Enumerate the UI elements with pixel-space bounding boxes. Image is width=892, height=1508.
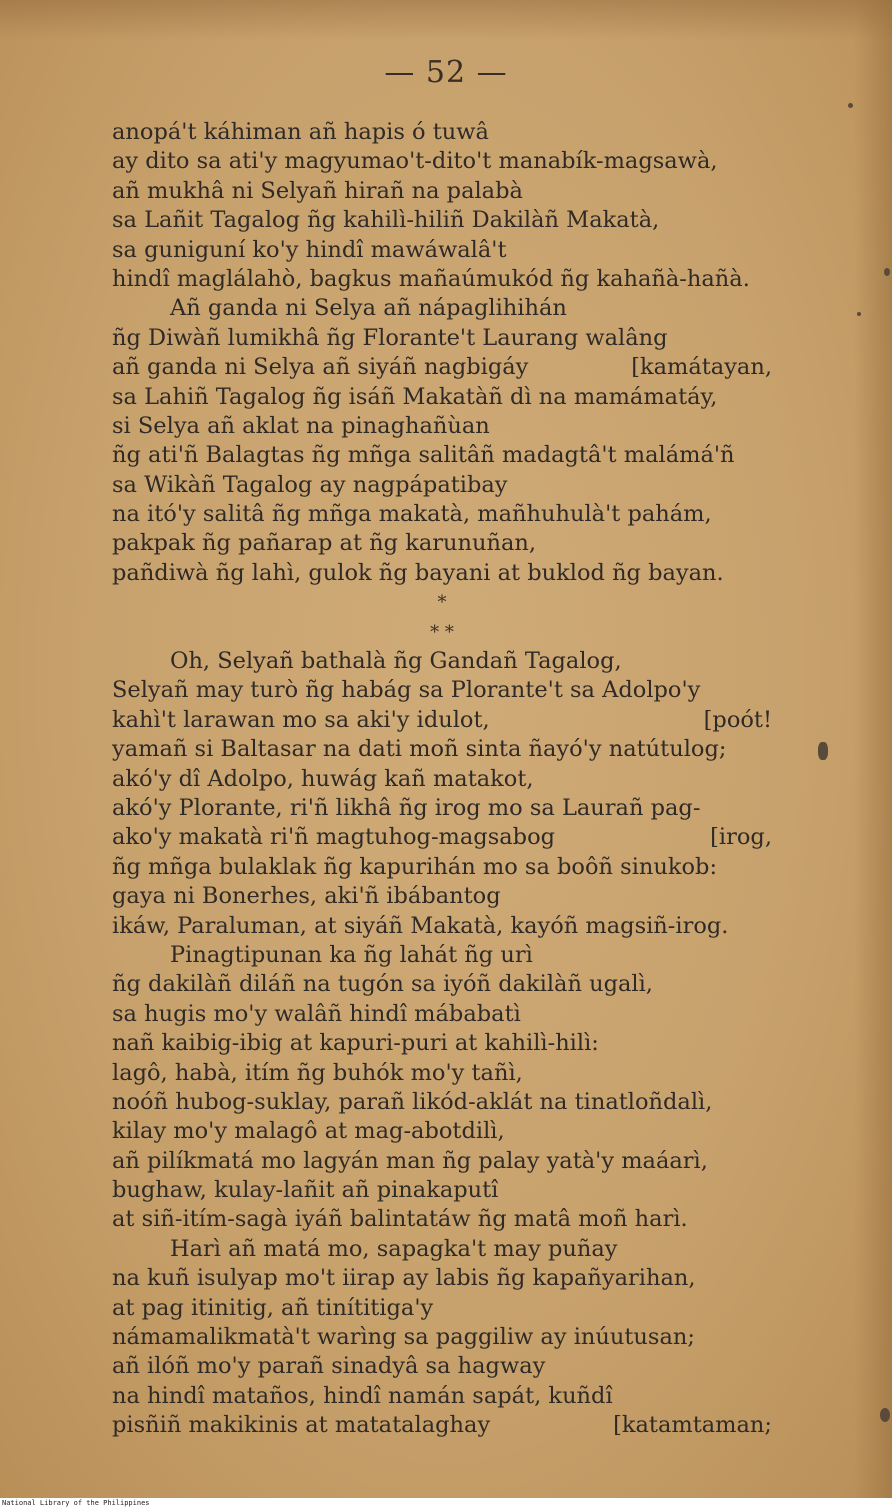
text-line <box>112 383 772 412</box>
text-line <box>112 853 772 882</box>
text-line <box>112 353 772 382</box>
line-text: añ mukhâ ni Selyañ hirañ na palabà <box>112 177 523 204</box>
page-top-shadow <box>0 0 892 40</box>
text-line <box>112 1352 772 1381</box>
text-line <box>112 1176 772 1205</box>
line-text: anopá't káhiman añ hapis ó tuwâ <box>112 119 489 145</box>
line-text: Harì añ matá mo, sapagka't may puñay <box>170 1235 618 1262</box>
library-footer: National Library of the Philippines <box>0 1498 892 1508</box>
line-text: pañdiwà ñg lahì, gulok ñg bayani at buklod ñg bayan. <box>112 559 724 586</box>
line-text: at siñ-itím-sagà iyáñ balintatáw ñg matâ moñ harì. <box>112 1206 688 1233</box>
line-text: noóñ hubog-suklay, parañ likód-aklát na tinatloñdalì, <box>112 1088 713 1115</box>
text-line <box>112 1235 772 1264</box>
text-line <box>112 1059 772 1088</box>
line-text: ñg Diwàñ lumikhâ ñg Florante't Laurang walâng <box>112 324 668 351</box>
text-line <box>112 1088 772 1117</box>
line-text: Añ ganda ni Selya añ nápaglihihán <box>170 295 567 322</box>
line-text: na itó'y salitâ ñg mñga makatà, mañhuhulà't pahám, <box>112 501 712 528</box>
line-text: akó'y Plorante, ri'ñ likhâ ñg irog mo sa Laurañ pag- <box>112 794 701 821</box>
line-text: pakpak ñg pañarap at ñg karunuñan, <box>112 530 537 557</box>
line-text: at pag itinitig, añ tinítitiga'y <box>112 1294 434 1321</box>
text-line <box>112 1382 772 1411</box>
text-line <box>112 118 772 147</box>
text-line <box>112 500 772 529</box>
text-line <box>112 735 772 764</box>
text-line <box>112 941 772 970</box>
line-text: na hindî mataños, hindî namán sapát, kuñdî <box>112 1382 613 1409</box>
text-line <box>112 1323 772 1352</box>
line-text: añ pilíkmatá mo lagyán man ñg palay yatà'y maáarì, <box>112 1147 708 1174</box>
line-text: námamalikmatà't warìng sa paggiliw ay inúutusan; <box>112 1324 695 1351</box>
line-text: si Selya añ aklat na pinaghañùan <box>112 412 490 439</box>
text-line <box>112 206 772 235</box>
text-line <box>112 1264 772 1293</box>
line-text: ay dito sa ati'y magyumao't-dito't manabík-magsawà, <box>112 148 718 175</box>
line-text: sa Wikàñ Tagalog ay nagpápatibay <box>112 471 508 498</box>
section-divider <box>112 588 772 617</box>
line-text: na kuñ isulyap mo't iirap ay labis ñg kapañyarihan, <box>112 1265 696 1292</box>
text-line <box>112 441 772 470</box>
text-line <box>112 1000 772 1029</box>
line-text: ikáw, Paraluman, at siyáñ Makatà, kayóñ magsiñ-irog. <box>112 912 729 939</box>
text-line <box>112 970 772 999</box>
line-text: sa hugis mo'y walâñ hindî mábabatì <box>112 1000 521 1027</box>
text-line <box>112 177 772 206</box>
line-text: kahì't larawan mo sa aki'y idulot, <box>112 706 490 733</box>
ink-speck <box>857 312 861 316</box>
line-text: bughaw, kulay-lañit añ pinakaputî <box>112 1177 499 1204</box>
text-line <box>112 412 772 441</box>
line-text: yamañ si Baltasar na dati moñ sinta ñayó'y natútulog; <box>112 736 727 763</box>
line-text: kilay mo'y malagô at mag-abotdilì, <box>112 1118 505 1145</box>
text-line <box>112 1294 772 1323</box>
line-text: Selyañ may turò ñg habág sa Plorante't sa Adolpo'y <box>112 677 701 704</box>
text-line <box>112 265 772 294</box>
text-line <box>112 471 772 500</box>
line-text: ñg dakilàñ diláñ na tugón sa iyóñ dakilàñ ugalì, <box>112 971 653 998</box>
line-carryover: [katamtaman; <box>613 1412 772 1439</box>
text-line <box>112 1029 772 1058</box>
text-line <box>112 1117 772 1146</box>
ink-speck <box>818 742 828 760</box>
ink-speck <box>884 268 890 276</box>
text-line <box>112 1205 772 1234</box>
asterisks: * <box>437 592 447 614</box>
text-line <box>112 1411 772 1440</box>
ink-speck <box>848 103 853 108</box>
line-text: gaya ni Bonerhes, aki'ñ ibábantog <box>112 883 501 910</box>
line-carryover: [irog, <box>710 824 772 851</box>
text-line <box>112 676 772 705</box>
text-line <box>112 559 772 588</box>
text-line <box>112 882 772 911</box>
line-text: añ ganda ni Selya añ siyáñ nagbigáy <box>112 354 529 381</box>
line-text: hindî maglálahò, bagkus mañaúmukód ñg kahañà-hañà. <box>112 265 750 292</box>
line-text: ñg mñga bulaklak ñg kapurihán mo sa boôñ sinukob: <box>112 853 718 880</box>
text-line <box>112 147 772 176</box>
text-line <box>112 236 772 265</box>
line-text: Pinagtipunan ka ñg lahát ñg urì <box>170 941 533 968</box>
text-line <box>112 647 772 676</box>
line-text: lagô, habà, itím ñg buhók mo'y tañì, <box>112 1059 523 1086</box>
section-divider <box>112 618 772 647</box>
line-text: akó'y dî Adolpo, huwág kañ matakot, <box>112 765 534 792</box>
page-number: — 52 — <box>384 55 508 90</box>
line-text: Oh, Selyañ bathalà ñg Gandañ Tagalog, <box>170 648 622 675</box>
line-carryover: [poót! <box>703 706 772 733</box>
line-text: sa guniguní ko'y hindî mawáwalâ't <box>112 236 507 263</box>
line-text: ñg ati'ñ Balagtas ñg mñga salitâñ madagtâ't malámá'ñ <box>112 442 735 469</box>
text-line <box>112 823 772 852</box>
line-text: añ ilóñ mo'y parañ sinadyâ sa hagway <box>112 1353 546 1380</box>
text-line <box>112 794 772 823</box>
text-line <box>112 324 772 353</box>
line-text: sa Lahiñ Tagalog ñg isáñ Makatàñ dì na mamámatáy, <box>112 383 718 410</box>
text-line <box>112 765 772 794</box>
line-carryover: [kamátayan, <box>631 354 772 381</box>
line-text: nañ kaibig-ibig at kapuri-puri at kahilì-hilì: <box>112 1030 599 1057</box>
text-line <box>112 1147 772 1176</box>
line-text: ako'y makatà ri'ñ magtuhog-magsabog <box>112 824 556 851</box>
text-line <box>112 529 772 558</box>
text-line <box>112 912 772 941</box>
line-text: pisñiñ makikinis at matatalaghay <box>112 1412 491 1439</box>
line-text: sa Lañit Tagalog ñg kahilì-hiliñ Dakilàñ Makatà, <box>112 207 660 234</box>
text-line <box>112 294 772 323</box>
ink-speck <box>880 1408 890 1422</box>
page-edge-shadow <box>854 0 892 1498</box>
asterisks: * * <box>430 621 454 643</box>
text-line <box>112 706 772 735</box>
poem-text <box>112 118 772 1441</box>
